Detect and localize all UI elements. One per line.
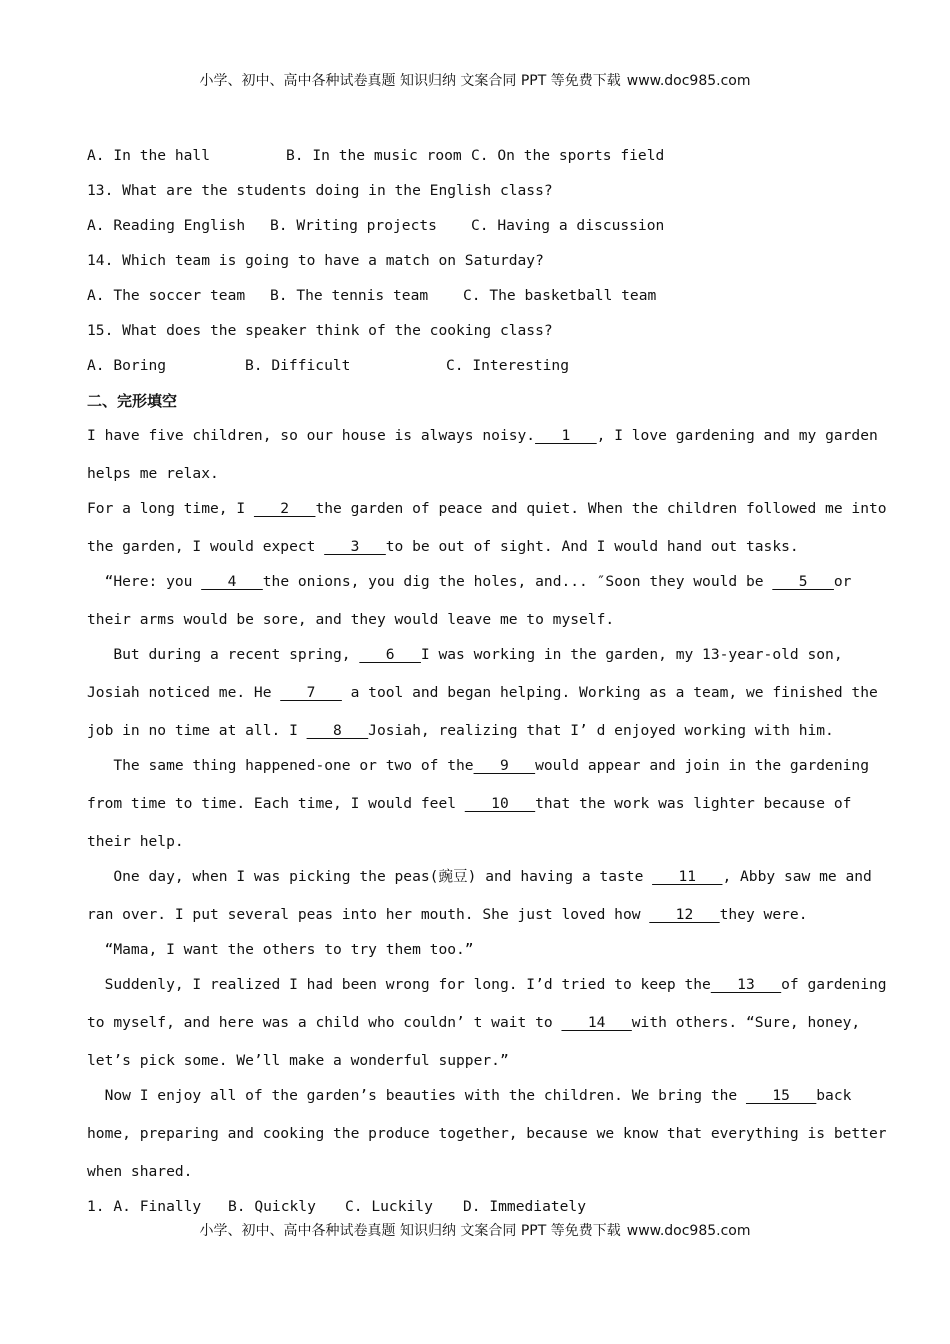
blank-13: ___13___	[710, 976, 782, 993]
cloze-q1-option-a: 1. A. Finally	[87, 1198, 202, 1215]
passage-text: Josiah, realizing that I’ d enjoyed working with him.	[368, 722, 834, 739]
q14-option-c: C. The basketball team	[463, 287, 657, 304]
q15-question: 15. What does the speaker think of the cooking class?	[87, 322, 553, 339]
blank-3: ___3___	[324, 538, 386, 555]
blank-1: ___1___	[535, 427, 597, 444]
passage-line	[87, 683, 878, 703]
passage-text: a tool and began helping. Working as a team, we finished the	[341, 684, 878, 701]
header-url: www.doc985.com	[626, 73, 751, 89]
blank-8: ___8___	[306, 722, 369, 739]
q14-question: 14. Which team is going to have a match on Saturday?	[87, 252, 544, 269]
passage-line	[87, 756, 869, 776]
blank-9: ___9___	[473, 757, 536, 774]
passage-line: let’s pick some. We’ll make a wonderful supper.”	[87, 1052, 509, 1069]
q15-option-c: C. Interesting	[446, 357, 570, 374]
passage-line	[87, 572, 851, 592]
passage-text: the garden of peace and quiet. When the children followed me into	[315, 500, 887, 517]
passage-text: the garden, I would expect	[87, 538, 325, 555]
q13-option-a: A. Reading English	[87, 217, 246, 234]
passage-text: of gardening	[781, 976, 887, 993]
q15-option-a: A. Boring	[87, 357, 167, 374]
passage-line	[87, 537, 799, 557]
footer-text: 小学、初中、高中各种试卷真题 知识归纳 文案合同 PPT 等免费下载	[199, 1223, 621, 1239]
blank-5: ___5___	[772, 573, 834, 590]
passage-text: ran over. I put several peas into her mouth. She just loved how	[87, 906, 650, 923]
passage-line	[87, 721, 834, 741]
passage-line	[87, 975, 887, 995]
passage-text: they were.	[719, 906, 808, 923]
passage-text: “Here: you	[87, 573, 202, 590]
passage-text: The same thing happened-one or two of the	[87, 757, 474, 774]
passage-text: that the work was lighter because of	[535, 795, 852, 812]
passage-line: “Mama, I want the others to try them too.”	[87, 941, 474, 958]
cloze-q1-option-d: D. Immediately	[463, 1198, 587, 1215]
passage-line	[87, 1086, 851, 1106]
passage-line	[87, 645, 843, 665]
passage-text: , Abby saw me and	[722, 868, 872, 885]
passage-line: when shared.	[87, 1163, 193, 1180]
passage-line	[87, 905, 808, 925]
passage-text: or	[833, 573, 852, 590]
blank-6: ___6___	[359, 646, 421, 663]
passage-text: job in no time at all. I	[87, 722, 307, 739]
q14-option-a: A. The soccer team	[87, 287, 246, 304]
passage-text: from time to time. Each time, I would feel	[87, 795, 465, 812]
blank-2: ___2___	[253, 500, 316, 517]
q12-option-b: B. In the music room	[286, 147, 462, 164]
passage-text: Suddenly, I realized I had been wrong for long. I’d tried to keep the	[87, 976, 711, 993]
passage-text: For a long time, I	[87, 500, 254, 517]
cloze-q1-option-c: C. Luckily	[345, 1198, 433, 1215]
page-footer	[0, 1220, 950, 1240]
q13-option-c: C. Having a discussion	[471, 217, 665, 234]
passage-line	[87, 499, 887, 519]
passage-text: Now I enjoy all of the garden’s beauties with the children. We bring the	[87, 1087, 746, 1104]
blank-7: ___7___	[280, 684, 342, 701]
q12-option-c: C. On the sports field	[471, 147, 665, 164]
passage-line: helps me relax.	[87, 465, 219, 482]
blank-11: ___11___	[652, 868, 723, 885]
passage-line	[87, 867, 872, 887]
passage-line	[87, 1013, 860, 1033]
blank-4: ___4___	[201, 573, 263, 590]
passage-text: I was working in the garden, my 13-year-old son,	[420, 646, 843, 663]
blank-14: ___14___	[561, 1014, 632, 1031]
passage-text: Josiah noticed me. He	[87, 684, 281, 701]
passage-text: I have five children, so our house is always noisy.	[87, 427, 536, 444]
q13-option-b: B. Writing projects	[270, 217, 437, 234]
passage-text: One day, when I was picking the peas(豌豆) and having a taste	[87, 868, 653, 885]
passage-text: , I love gardening and my garden	[596, 427, 878, 444]
q14-option-b: B. The tennis team	[270, 287, 429, 304]
page-header	[0, 70, 950, 90]
passage-text: to myself, and here was a child who couldn’ t wait to	[87, 1014, 562, 1031]
passage-line	[87, 794, 851, 814]
passage-text: would appear and join in the gardening	[535, 757, 869, 774]
blank-12: ___12___	[649, 906, 720, 923]
q15-option-b: B. Difficult	[245, 357, 351, 374]
passage-line: their help.	[87, 833, 184, 850]
passage-text: But during a recent spring,	[87, 646, 360, 663]
q12-option-a: A. In the hall	[87, 147, 211, 164]
passage-text: to be out of sight. And I would hand out tasks.	[385, 538, 799, 555]
passage-line: home, preparing and cooking the produce together, because we know that everything is better	[87, 1125, 887, 1142]
passage-line: their arms would be sore, and they would leave me to myself.	[87, 611, 615, 628]
section-title-cloze: 二、完形填空	[87, 392, 178, 410]
passage-line	[87, 426, 878, 446]
blank-10: ___10___	[464, 795, 536, 812]
passage-text: back	[816, 1087, 852, 1104]
blank-15: ___15___	[745, 1087, 817, 1104]
header-text: 小学、初中、高中各种试卷真题 知识归纳 文案合同 PPT 等免费下载	[199, 73, 621, 89]
cloze-q1-option-b: B. Quickly	[228, 1198, 316, 1215]
footer-url: www.doc985.com	[626, 1223, 751, 1239]
passage-text: the onions, you dig the holes, and... ″Soon they would be	[262, 573, 773, 590]
passage-text: with others. “Sure, honey,	[631, 1014, 861, 1031]
q13-question: 13. What are the students doing in the English class?	[87, 182, 553, 199]
